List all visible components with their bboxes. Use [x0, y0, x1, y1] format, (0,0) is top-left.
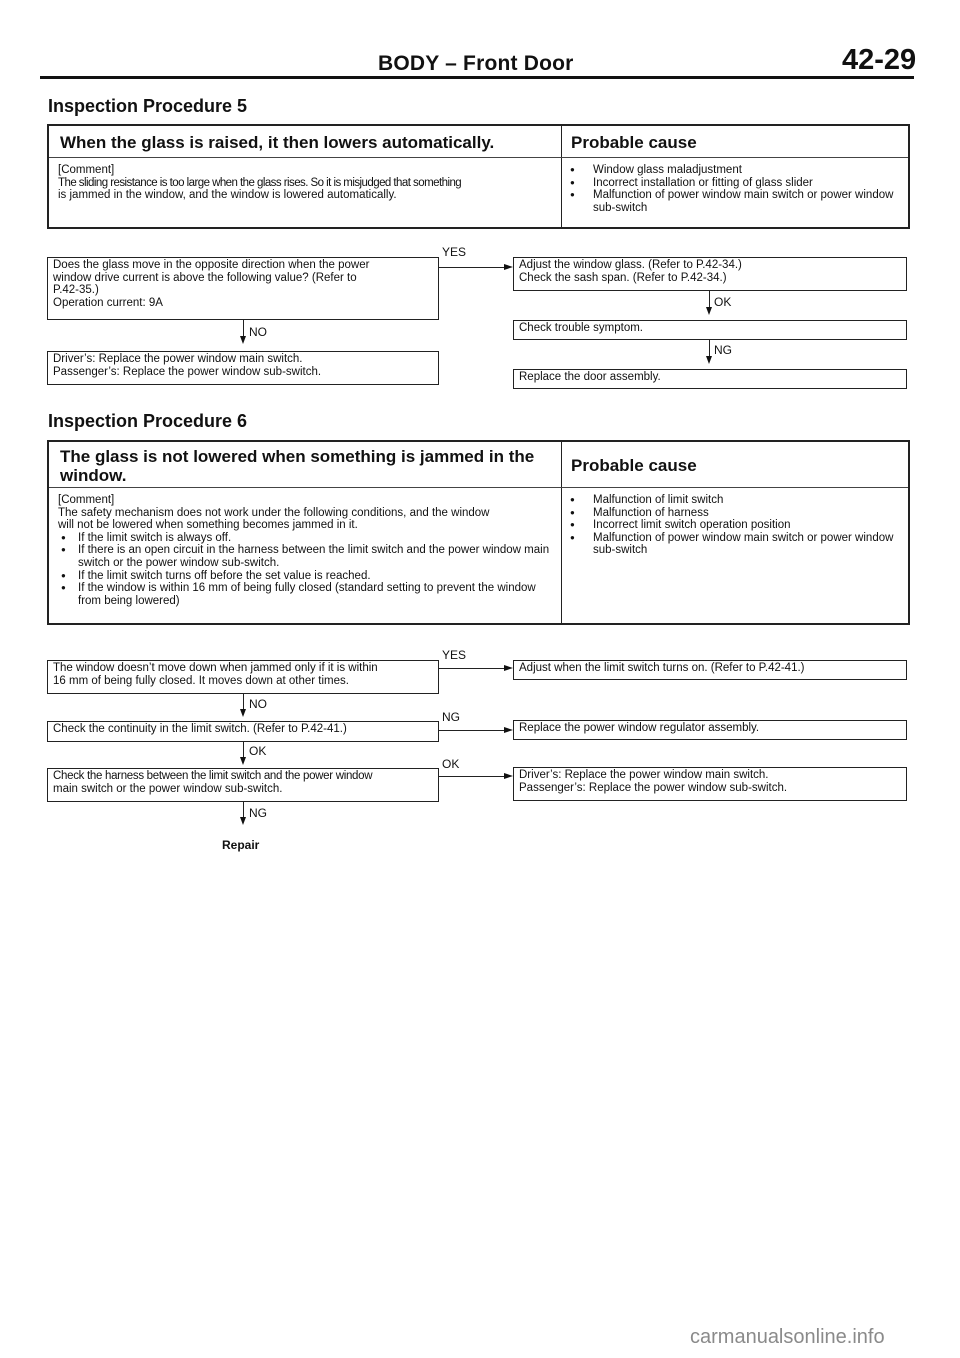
header-rule: [40, 76, 914, 79]
comment-text-line: The sliding resistance is too large when the glass rises. So it is misjudged that something: [58, 176, 462, 189]
ng-label: NG: [249, 806, 267, 820]
flow-action-line: Check the sash span. (Refer to P.42-34.): [519, 271, 727, 284]
repair-label: Repair: [222, 838, 260, 852]
flow-question-line: Check the continuity in the limit switch. (Refer to P.42-41.): [53, 723, 347, 735]
comment-block: [58, 164, 553, 202]
no-label: NO: [249, 697, 267, 711]
no-label: NO: [249, 325, 267, 339]
flow-question-line: 16 mm of being fully closed. It moves down at other times.: [53, 674, 349, 687]
arrow-down-icon: [240, 757, 246, 765]
flow-action-box: [513, 720, 907, 740]
flow-question-line: Operation current: 9A: [53, 296, 163, 309]
probable-cause-list: [567, 164, 905, 214]
symptom-heading: [60, 447, 534, 485]
flow-action-box: [513, 767, 907, 801]
no-connector: [243, 694, 244, 710]
probable-cause-heading: Probable cause: [571, 456, 697, 475]
probable-cause-list: [567, 494, 905, 557]
condition-item: ● If the limit switch turns off before the set value is reached.: [58, 570, 556, 583]
procedure-6-table: [47, 440, 910, 625]
flow-action-box: [47, 351, 439, 385]
page-number: 42-29: [842, 44, 917, 76]
flow-action-line: Passenger’s: Replace the power window sub-switch.: [519, 781, 788, 794]
flow-action-line: Driver’s: Replace the power window main switch.: [53, 353, 303, 365]
section-title: BODY – Front Door: [378, 52, 574, 75]
arrow-down-icon: [240, 336, 246, 344]
arrow-right-icon: [504, 773, 513, 779]
replace-door-text: Replace the door assembly.: [519, 371, 661, 383]
symptom-heading: When the glass is raised, it then lowers automatically.: [60, 133, 495, 152]
procedure-5-title: Inspection Procedure 5: [48, 96, 248, 116]
procedure-6-title: Inspection Procedure 6: [48, 411, 248, 431]
watermark: carmanualsonline.info: [690, 1326, 885, 1348]
flow-action-box: [513, 660, 907, 680]
check-symptom-text: Check trouble symptom.: [519, 322, 643, 334]
arrow-down-icon: [706, 356, 712, 364]
yes-connector: [439, 267, 505, 268]
cause-item: ● Malfunction of harness: [567, 507, 905, 520]
comment-text-line: will not be lowered when something becomes jammed in it.: [58, 519, 358, 532]
yes-label: YES: [442, 245, 467, 259]
ng-connector: [709, 340, 710, 357]
table-header-rule: [49, 157, 908, 158]
adjust-limit-switch-text: Adjust when the limit switch turns on. (Refer to P.42-41.): [519, 662, 805, 674]
flow-question-line: Check the harness between the limit switch and the power window: [53, 770, 373, 782]
table-divider: [561, 126, 562, 227]
symptom-heading-line: window.: [60, 466, 127, 485]
arrow-right-icon: [504, 727, 513, 733]
arrow-right-icon: [504, 264, 513, 270]
cause-item: ● Incorrect installation or fitting of glass slider: [567, 177, 905, 190]
procedure-5-table: [47, 124, 910, 229]
comment-text-line: is jammed in the window, and the window is lowered automatically.: [58, 189, 397, 202]
ok-label: OK: [249, 744, 267, 758]
ok-label: OK: [714, 295, 732, 309]
symptom-heading-line: The glass is not lowered when something is jammed in the: [60, 447, 535, 466]
flow-action-box: [513, 369, 907, 389]
replace-regulator-text: Replace the power window regulator assembly.: [519, 722, 760, 734]
ng-connector: [439, 730, 505, 731]
table-header-rule: [49, 487, 908, 488]
condition-item: ● If the window is within 16 mm of being fully closed (standard setting to prevent the window from being lowered): [58, 582, 556, 607]
arrow-right-icon: [504, 665, 513, 671]
cause-item: ● Malfunction of power window main switch or power window sub-switch: [567, 532, 905, 557]
flow-action-line: Driver’s: Replace the power window main switch.: [519, 769, 769, 781]
flow-question-box: [47, 660, 439, 694]
ng-label: NG: [442, 710, 460, 724]
comment-label: [Comment]: [58, 494, 115, 506]
arrow-down-icon: [706, 307, 712, 315]
flow-question-line: window drive current is above the following value? (Refer to: [53, 271, 357, 284]
comment-text-line: The safety mechanism does not work under the following conditions, and the window: [58, 506, 490, 519]
ng-label: NG: [714, 343, 732, 357]
flow-question-line: Does the glass move in the opposite direction when the power: [53, 259, 370, 271]
flow-action-line: Passenger’s: Replace the power window sub-switch.: [53, 365, 322, 378]
flow-question-box: [47, 721, 439, 742]
arrow-down-icon: [240, 817, 246, 825]
flow-question-line: The window doesn’t move down when jammed only if it is within: [53, 662, 378, 674]
flow-question-line: P.42-35.): [53, 284, 99, 297]
table-divider: [561, 442, 562, 623]
cause-item: ● Malfunction of power window main switch or power window sub-switch: [567, 189, 905, 214]
ok-connector: [439, 776, 505, 777]
cause-item: ● Malfunction of limit switch: [567, 494, 905, 507]
ok-connector: [243, 742, 244, 758]
comment-label: [Comment]: [58, 164, 115, 176]
flow-question-box: [47, 257, 439, 320]
ok-connector: [709, 291, 710, 308]
flow-action-box: [513, 257, 907, 291]
cause-item: ● Window glass maladjustment: [567, 164, 905, 177]
probable-cause-heading: Probable cause: [571, 133, 697, 152]
cause-item: ● Incorrect limit switch operation position: [567, 519, 905, 532]
condition-item: ● If there is an open circuit in the harness between the limit switch and the power window main switch or the power window sub-switch.: [58, 544, 556, 569]
comment-block: [58, 494, 556, 607]
flow-question-box: [47, 768, 439, 802]
yes-connector: [439, 668, 505, 669]
flow-action-box: [513, 320, 907, 340]
ok-label: OK: [442, 757, 460, 771]
arrow-down-icon: [240, 709, 246, 717]
no-connector: [243, 320, 244, 337]
flow-action-line: Adjust the window glass. (Refer to P.42-34.): [519, 259, 742, 271]
condition-item: ● If the limit switch is always off.: [58, 532, 556, 545]
comment-condition-list: [58, 532, 556, 608]
flow-question-line: main switch or the power window sub-switch.: [53, 782, 283, 795]
yes-label: YES: [442, 648, 467, 662]
ng-connector: [243, 802, 244, 818]
